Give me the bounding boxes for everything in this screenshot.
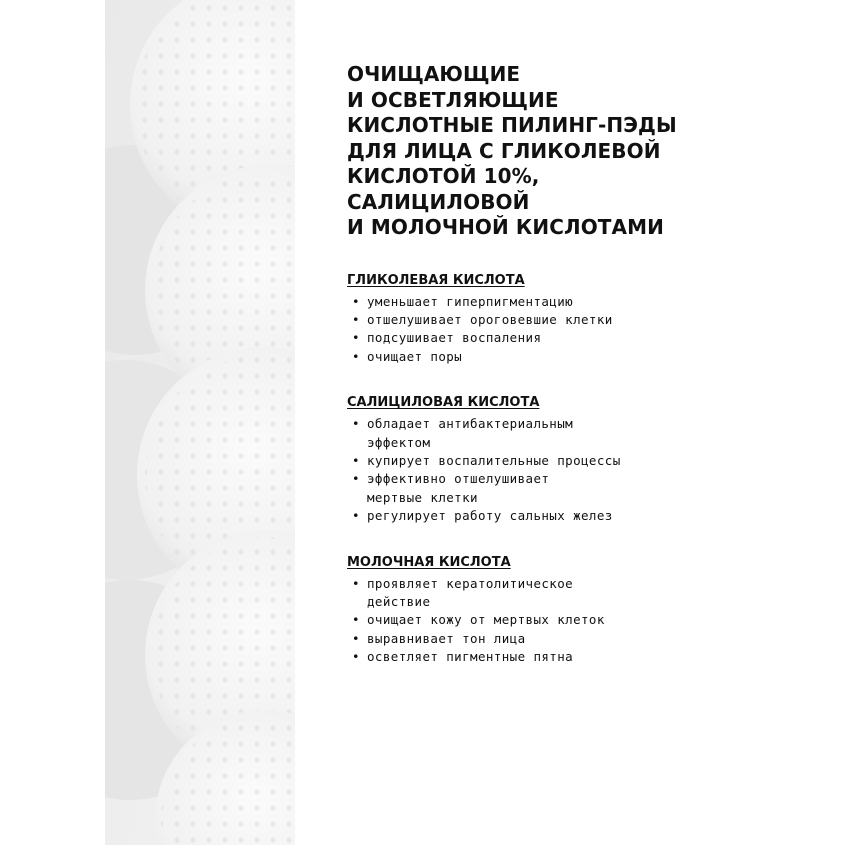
headline-line: КИСЛОТНЫЕ ПИЛИНГ-ПЭДЫ bbox=[347, 113, 677, 137]
headline-line: ДЛЯ ЛИЦА С ГЛИКОЛЕВОЙ bbox=[347, 138, 661, 163]
list-item bbox=[347, 348, 817, 366]
list-item bbox=[347, 575, 817, 612]
headline-line: КИСЛОТОЙ 10%, bbox=[347, 164, 540, 188]
bullet-icon: • bbox=[352, 630, 360, 646]
bullet-icon: • bbox=[352, 452, 360, 468]
list-item-text: подсушивает воспаления bbox=[367, 330, 542, 346]
bullet-icon: • bbox=[352, 575, 360, 591]
list-item-text: очищает поры bbox=[367, 348, 463, 364]
list-item-text: уменьшает гиперпигментацию bbox=[367, 293, 574, 309]
list-item-text: выравнивает тон лица bbox=[367, 630, 526, 646]
list-item bbox=[347, 311, 817, 329]
bullet-icon: • bbox=[352, 508, 360, 524]
list-item bbox=[347, 452, 817, 470]
product-headline bbox=[347, 62, 817, 241]
list-item-text: проявляет кератолитическое действие bbox=[367, 575, 574, 609]
list-item-text: регулирует работу сальных желез bbox=[367, 508, 613, 524]
list-item-text: очищает кожу от мертвых клеток bbox=[367, 612, 605, 628]
bullet-icon: • bbox=[352, 293, 360, 309]
bullet-icon: • bbox=[352, 311, 360, 327]
list-item-text: обладает антибактериальным эффектом bbox=[367, 416, 574, 450]
bullet-icon: • bbox=[352, 471, 360, 487]
list-item bbox=[347, 470, 817, 507]
bullet-icon: • bbox=[352, 416, 360, 432]
content-column bbox=[347, 62, 817, 667]
headline-line: И ОСВЕТЛЯЮЩИЕ bbox=[347, 87, 559, 112]
benefits-list bbox=[347, 575, 817, 667]
cotton-pads-photo bbox=[105, 0, 295, 845]
list-item-text: осветляет пигментные пятна bbox=[367, 649, 574, 665]
headline-line: ОЧИЩАЮЩИЕ bbox=[347, 62, 521, 86]
section-glycolic-acid bbox=[347, 271, 817, 367]
list-item bbox=[347, 329, 817, 347]
section-lactic-acid bbox=[347, 553, 817, 667]
list-item bbox=[347, 293, 817, 311]
benefits-list bbox=[347, 293, 817, 367]
list-item bbox=[347, 611, 817, 629]
headline-line: САЛИЦИЛОВОЙ bbox=[347, 189, 530, 214]
section-salicylic-acid bbox=[347, 393, 817, 525]
benefits-list bbox=[347, 415, 817, 525]
list-item-text: отшелушивает ороговевшие клетки bbox=[367, 311, 613, 327]
bullet-icon: • bbox=[352, 330, 360, 346]
list-item bbox=[347, 648, 817, 666]
section-title: САЛИЦИЛОВАЯ КИСЛОТА bbox=[347, 395, 540, 411]
cotton-pad-shapes bbox=[105, 0, 295, 845]
list-item bbox=[347, 630, 817, 648]
list-item-text: купирует воспалительные процессы bbox=[367, 452, 621, 468]
section-title: МОЛОЧНАЯ КИСЛОТА bbox=[347, 554, 511, 570]
list-item-text: эффективно отшелушивает мертвые клетки bbox=[367, 471, 550, 505]
section-title: ГЛИКОЛЕВАЯ КИСЛОТА bbox=[347, 272, 525, 288]
headline-line: И МОЛОЧНОЙ КИСЛОТАМИ bbox=[347, 215, 664, 239]
list-item bbox=[347, 415, 817, 452]
list-item bbox=[347, 507, 817, 525]
bullet-icon: • bbox=[352, 612, 360, 628]
cotton-pads-illustration bbox=[105, 0, 295, 845]
bullet-icon: • bbox=[352, 348, 360, 364]
bullet-icon: • bbox=[352, 649, 360, 665]
